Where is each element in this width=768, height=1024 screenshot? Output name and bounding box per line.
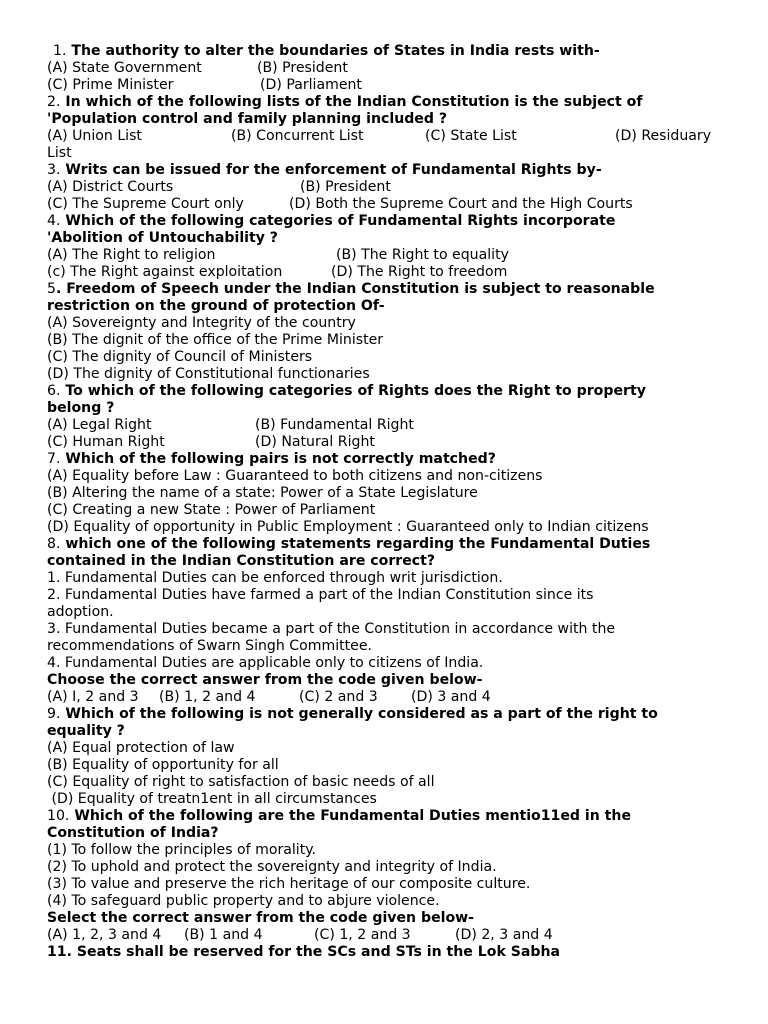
question-number: 9. — [47, 706, 61, 722]
question-stem-continued: belong ? — [47, 400, 115, 416]
option: (C) Equality of right to satisfaction of basic needs of all — [47, 774, 435, 790]
option: (C) The Supreme Court only — [47, 196, 244, 212]
question-stem: To which of the following categories of Rights does the Right to property — [65, 383, 646, 399]
option: (A) Equality before Law : Guaranteed to both citizens and non-citizens — [47, 468, 543, 484]
option: (B) The dignit of the office of the Prime Minister — [47, 332, 384, 348]
option-overflow: List — [47, 145, 72, 161]
option: (A) I, 2 and 3 — [47, 689, 139, 705]
question-number: 11. — [47, 944, 72, 960]
option: (A) The Right to religion — [47, 247, 216, 263]
question-stem-continued: Constitution of India? — [47, 825, 219, 841]
question-stem-continued: equality ? — [47, 723, 125, 739]
statement: (3) To value and preserve the rich heritage of our composite culture. — [47, 876, 531, 892]
question-4 — [47, 213, 748, 230]
option: (B) 1 and 4 — [184, 927, 263, 943]
question-number: 5 — [47, 281, 56, 297]
option: (D) Equality of treatn1ent in all circumstances — [47, 791, 377, 807]
question-number: 4. — [47, 213, 61, 229]
option-row — [47, 247, 748, 264]
statement: recommendations of Swarn Singh Committee. — [47, 638, 372, 654]
question-3 — [47, 162, 748, 179]
question-number: 6. — [47, 383, 61, 399]
option: (B) Concurrent List — [231, 128, 364, 144]
question-number: 1. — [53, 43, 67, 59]
option-row — [47, 60, 748, 77]
option: (A) Equal protection of law — [47, 740, 235, 756]
instruction: Select the correct answer from the code given below- — [47, 910, 475, 926]
question-stem: . Freedom of Speech under the Indian Constitution is subject to reasonable — [55, 281, 655, 297]
question-stem: The authority to alter the boundaries of States in India rests with- — [71, 43, 600, 59]
option: (B) President — [257, 60, 348, 76]
question-stem: In which of the following lists of the Indian Constitution is the subject of — [65, 94, 643, 110]
question-stem: Which of the following pairs is not correctly matched? — [65, 451, 496, 467]
statement: 4. Fundamental Duties are applicable only to citizens of India. — [47, 655, 484, 671]
option: (B) Altering the name of a state: Power of a State Legislature — [47, 485, 478, 501]
option: (D) 3 and 4 — [411, 689, 491, 705]
option: (A) Union List — [47, 128, 142, 144]
statement: 1. Fundamental Duties can be enforced through writ jurisdiction. — [47, 570, 503, 586]
option: (B) The Right to equality — [336, 247, 509, 263]
question-stem: Which of the following is not generally considered as a part of the right to — [65, 706, 658, 722]
statement: (4) To safeguard public property and to abjure violence. — [47, 893, 440, 909]
instruction: Choose the correct answer from the code given below- — [47, 672, 483, 688]
question-6 — [47, 383, 748, 400]
code-row — [47, 927, 748, 944]
option: (c) The Right against exploitation — [47, 264, 283, 280]
option-row — [47, 196, 748, 213]
option: (D) Parliament — [260, 77, 362, 93]
option: (B) President — [300, 179, 391, 195]
question-number: 7. — [47, 451, 61, 467]
question-2 — [47, 94, 748, 111]
option: (C) The dignity of Council of Ministers — [47, 349, 313, 365]
question-stem: Which of the following are the Fundamental Duties mentio11ed in the — [74, 808, 632, 824]
option: (A) State Government — [47, 60, 202, 76]
question-stem-continued: restriction on the ground of protection Of- — [47, 298, 385, 314]
code-row — [47, 689, 748, 706]
question-5 — [47, 281, 748, 298]
question-stem-continued: 'Population control and family planning included ? — [47, 111, 448, 127]
question-9 — [47, 706, 748, 723]
question-10 — [47, 808, 748, 825]
statement: (2) To uphold and protect the sovereignty and integrity of India. — [47, 859, 497, 875]
option: (A) District Courts — [47, 179, 174, 195]
option-row — [47, 434, 748, 451]
option: (A) Legal Right — [47, 417, 152, 433]
question-stem-continued: 'Abolition of Untouchability ? — [47, 230, 278, 246]
option: (B) Fundamental Right — [255, 417, 414, 433]
option: (C) 1, 2 and 3 — [314, 927, 411, 943]
option: (A) 1, 2, 3 and 4 — [47, 927, 162, 943]
option: (B) 1, 2 and 4 — [159, 689, 256, 705]
question-number: 8. — [47, 536, 61, 552]
option-row — [47, 179, 748, 196]
option-row — [47, 264, 748, 281]
option: (A) Sovereignty and Integrity of the country — [47, 315, 356, 331]
option: (D) 2, 3 and 4 — [455, 927, 553, 943]
option: (D) Natural Right — [255, 434, 375, 450]
statement: (1) To follow the principles of morality. — [47, 842, 317, 858]
option: (C) Creating a new State : Power of Parliament — [47, 502, 376, 518]
option: (D) The dignity of Constitutional functionaries — [47, 366, 370, 382]
question-number: 3. — [47, 162, 61, 178]
question-11 — [47, 944, 748, 961]
option: (D) Residuary — [615, 128, 712, 144]
question-7 — [47, 451, 748, 468]
option: (C) State List — [425, 128, 517, 144]
option: (C) 2 and 3 — [299, 689, 378, 705]
question-stem: Seats shall be reserved for the SCs and STs in the Lok Sabha — [76, 944, 561, 960]
option: (C) Human Right — [47, 434, 165, 450]
option: (D) The Right to freedom — [331, 264, 508, 280]
option-row — [47, 77, 748, 94]
statement: 2. Fundamental Duties have farmed a part of the Indian Constitution since its — [47, 587, 594, 603]
option: (B) Equality of opportunity for all — [47, 757, 279, 773]
question-stem-continued: contained in the Indian Constitution are correct? — [47, 553, 436, 569]
option-row — [47, 417, 748, 434]
question-stem: which one of the following statements regarding the Fundamental Duties — [65, 536, 651, 552]
question-number: 10. — [47, 808, 70, 824]
question-8 — [47, 536, 748, 553]
statement: adoption. — [47, 604, 114, 620]
option: (C) Prime Minister — [47, 77, 174, 93]
option: (D) Both the Supreme Court and the High Courts — [289, 196, 633, 212]
option: (D) Equality of opportunity in Public Employment : Guaranteed only to Indian citizens — [47, 519, 649, 535]
question-stem: Writs can be issued for the enforcement of Fundamental Rights by- — [65, 162, 602, 178]
option-row — [47, 128, 748, 145]
statement: 3. Fundamental Duties became a part of the Constitution in accordance with the — [47, 621, 616, 637]
question-stem: Which of the following categories of Fundamental Rights incorporate — [65, 213, 616, 229]
question-number: 2. — [47, 94, 61, 110]
question-1 — [47, 43, 748, 60]
